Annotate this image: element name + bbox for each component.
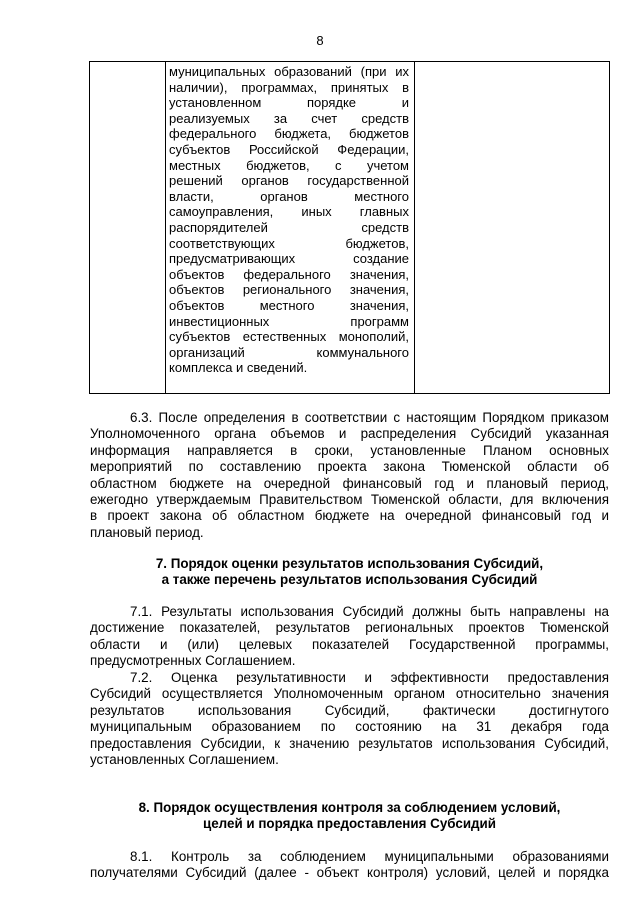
paragraph-6-3	[90, 410, 609, 541]
cell-line: субъектов естественных монополий,	[169, 329, 409, 345]
paragraph-7-2	[90, 670, 609, 768]
text-line: получателями Субсидий (далее - объект контроля) условий, целей и порядка	[90, 865, 609, 881]
cell-line: федерального бюджета, бюджетов	[169, 126, 409, 142]
heading-line: 7. Порядок оценки результатов использования Субсидий,	[155, 556, 544, 571]
cell-line: самоуправления, иных главных	[169, 204, 409, 220]
cell-line: местных бюджетов, с учетом	[169, 157, 409, 173]
cell-line: объектов местного значения,	[169, 297, 409, 313]
text-line: результатов использования Субсидий, фактически достигнутого	[90, 702, 609, 718]
cell-line: предусматривающих создание	[169, 251, 409, 267]
cell-line: реализуемых за счет средств	[169, 110, 409, 126]
cell-line: муниципальных образований (при их	[169, 64, 409, 79]
table-cell-3	[415, 62, 610, 394]
text-line: 7.1. Результаты использования Субсидий должны быть направлены на	[130, 604, 609, 619]
text-line: установленных Соглашением.	[90, 752, 279, 768]
cell-line: комплекса и сведений.	[169, 360, 308, 376]
cell-line: объектов федерального значения,	[169, 266, 409, 282]
table-cell-text	[166, 62, 414, 376]
text-line: областном бюджете на очередной финансовый год и плановый период,	[90, 475, 609, 491]
text-line: достижение показателей, результатов региональных проектов Тюменской	[90, 620, 609, 636]
text-line: 8.1. Контроль за соблюдением муниципальными образованиями	[130, 849, 609, 864]
paragraph-8-1	[90, 849, 609, 882]
cell-line: установленном порядке и	[169, 95, 409, 111]
text-line: муниципальным образованием по состоянию на 31 декабря года	[90, 719, 609, 735]
cell-line: наличии), программах, принятых в	[169, 79, 409, 95]
cell-line: объектов регионального значения,	[169, 282, 409, 298]
paragraph-7-1	[90, 604, 609, 670]
cell-line: организаций коммунального	[169, 344, 409, 360]
section-7-heading	[90, 556, 609, 589]
table-cell-2	[166, 62, 415, 394]
text-line: ежегодно утверждаемым Правительством Тюменской области, для включения	[90, 492, 609, 508]
text-line: 7.2. Оценка результативности и эффективности предоставления	[130, 670, 609, 685]
heading-line: целей и порядка предоставления Субсидий	[202, 816, 497, 832]
document-table	[89, 61, 610, 394]
cell-line: соответствующих бюджетов,	[169, 235, 409, 251]
text-line: Уполномоченного органа объемов и распределения Субсидий указанная	[90, 426, 609, 442]
cell-line: субъектов Российской Федерации,	[169, 141, 409, 157]
cell-line: власти, органов местного	[169, 188, 409, 204]
text-line: предоставления Субсидии, к значению результатов использования Субсидий,	[90, 735, 609, 751]
heading-line: а также перечень результатов использования Субсидий	[161, 572, 538, 588]
cell-line: решений органов государственной	[169, 173, 409, 189]
text-line: мероприятий по составлению проекта закона Тюменской области об	[90, 459, 609, 475]
cell-line: распорядителей средств	[169, 219, 409, 235]
text-line: Субсидий осуществляется Уполномоченным органом относительно значения	[90, 686, 609, 702]
text-line: информация направляется в сроки, установленные Планом основных	[90, 442, 609, 458]
section-8-heading	[90, 800, 609, 833]
text-line: в проект закона об областном бюджете на очередной финансовый год и	[90, 508, 609, 524]
page-number: 8	[316, 33, 324, 48]
text-line: 6.3. После определения в соответствии с настоящим Порядком приказом	[130, 410, 609, 425]
cell-line: инвестиционных программ	[169, 313, 409, 329]
table-cell-1	[90, 62, 166, 394]
table-row	[90, 62, 610, 394]
text-line: предусмотренных Соглашением.	[90, 653, 296, 669]
text-line: области и (или) целевых показателей Государственной программы,	[90, 636, 609, 652]
heading-line: 8. Порядок осуществления контроля за соблюдением условий,	[138, 800, 561, 815]
text-line: плановый период.	[90, 524, 204, 540]
